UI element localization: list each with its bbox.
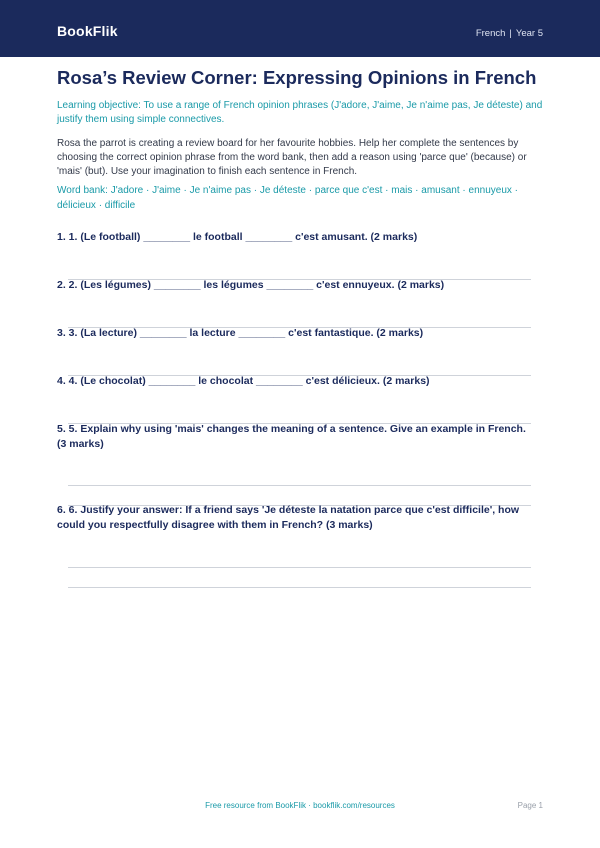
- learning-objective: Learning objective: To use a range of French opinion phrases (J'adore, J'aime, Je n'aime pas, Je déteste) and justify them using simple connectives.: [57, 100, 543, 125]
- page-header: [0, 0, 600, 57]
- meta-separator: |: [509, 28, 512, 39]
- question-4: 4. 4. (Le chocolat) ________ le chocolat ________ c'est délicieux. (2 marks): [57, 375, 430, 387]
- question-2: 2. 2. (Les légumes) ________ les légumes ________ c'est ennuyeux. (2 marks): [57, 279, 445, 291]
- footer-credit[interactable]: Free resource from BookFlik · bookflik.com/resources: [205, 801, 395, 810]
- worksheet-title: Rosa’s Review Corner: Expressing Opinions in French: [57, 67, 537, 88]
- subject-year-meta: [476, 28, 543, 39]
- answer-line[interactable]: [68, 587, 531, 588]
- year-label: Year 5: [515, 28, 543, 39]
- question-3: 3. 3. (La lecture) ________ la lecture ________ c'est fantastique. (2 marks): [57, 327, 424, 339]
- question-5: 5. 5. Explain why using 'mais' changes the meaning of a sentence. Give an example in French. (3 marks): [57, 423, 526, 450]
- word-bank: Word bank: J'adore · J'aime · Je n'aime pas · Je déteste · parce que c'est · mais · amusant · ennuyeux · délicieux · difficile: [57, 185, 518, 211]
- page-number: Page 1: [517, 801, 543, 810]
- question-1: 1. 1. (Le football) ________ le football ________ c'est amusant. (2 marks): [57, 231, 418, 243]
- answer-line[interactable]: [68, 485, 531, 486]
- instructions-text: Rosa the parrot is creating a review board for her favourite hobbies. Help her complete the sentences by choosing the correct opinion phrase from the word bank, then add a reason using 'parce que' (because) or 'mais' (but). Use your imagination to finish each sentence in French.: [57, 138, 527, 177]
- subject-label: French: [475, 28, 506, 39]
- question-6: 6. 6. Justify your answer: If a friend says 'Je déteste la natation parce que c'est difficile', how could you respectfully disagree with them in French? (3 marks): [57, 504, 520, 531]
- answer-line[interactable]: [68, 567, 531, 568]
- brand-logo[interactable]: BookFlik: [57, 23, 118, 39]
